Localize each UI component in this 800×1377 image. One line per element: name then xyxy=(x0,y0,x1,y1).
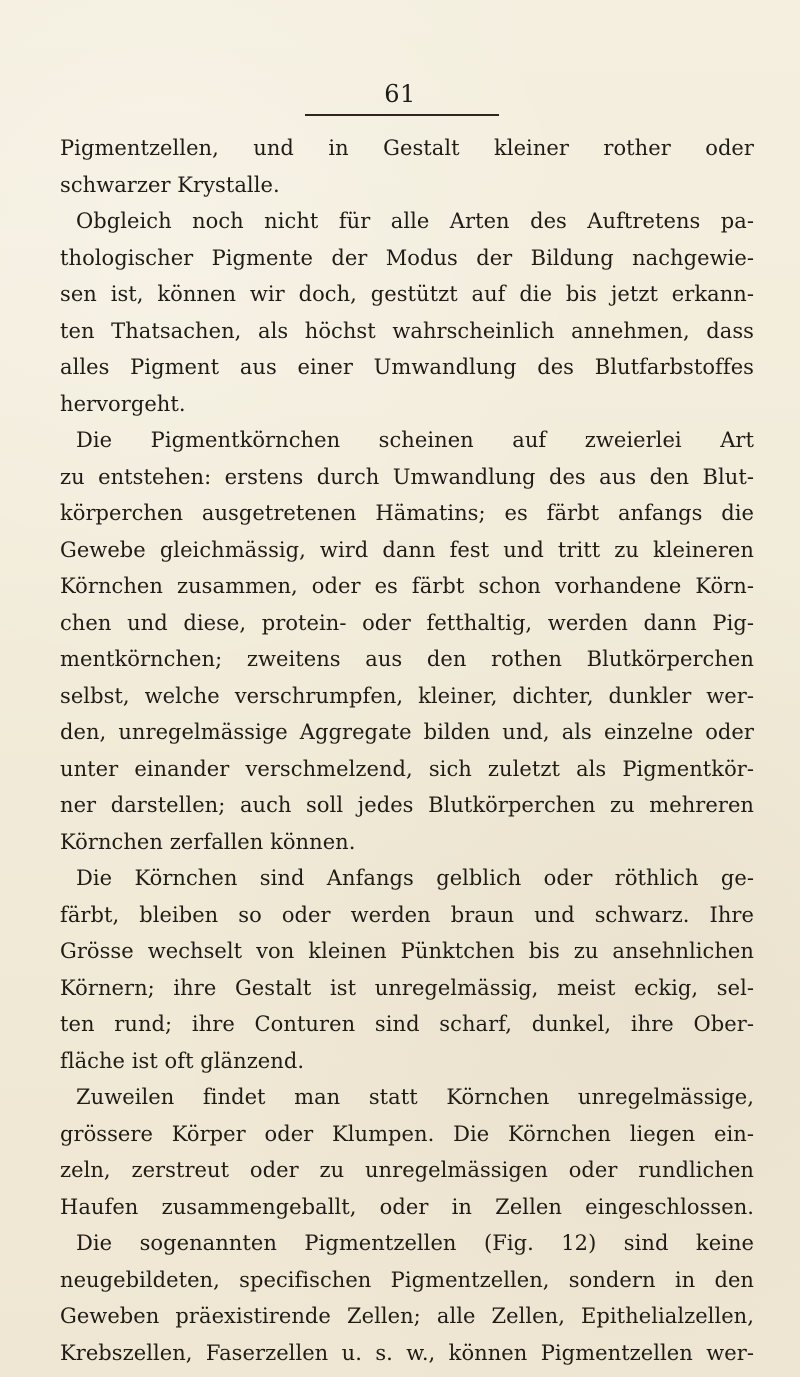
page-number-rule xyxy=(305,114,499,116)
text-line: grössere Körper oder Klumpen. Die Körnchen liegen ein- xyxy=(60,1121,754,1146)
text-line: Die Pigmentkörnchen scheinen auf zweierlei Art xyxy=(76,428,754,452)
text-line: Die Körnchen sind Anfangs gelblich oder röthlich ge- xyxy=(76,866,754,890)
text-line: Grösse wechselt von kleinen Pünktchen bis zu ansehnlichen xyxy=(60,939,754,963)
text-line: Geweben präexistirende Zellen; alle Zellen, Epithelialzellen, xyxy=(60,1304,754,1328)
text-line: ten rund; ihre Conturen sind scharf, dunkel, ihre Ober- xyxy=(60,1012,754,1036)
text-line: Pigmentzellen, und in Gestalt kleiner rother oder xyxy=(60,136,754,160)
text-line: sen ist, können wir doch, gestützt auf die bis jetzt erkann- xyxy=(60,282,754,306)
text-line: ten Thatsachen, als höchst wahrscheinlich annehmen, dass xyxy=(60,318,754,343)
text-line: thologischer Pigmente der Modus der Bildung nachgewie- xyxy=(60,245,754,270)
text-line: selbst, welche verschrumpfen, kleiner, dichter, dunkler wer- xyxy=(60,683,754,708)
text-line: Obgleich noch nicht für alle Arten des Auftretens pa- xyxy=(76,209,754,233)
text-line: Körnchen zusammen, oder es färbt schon vorhandene Körn- xyxy=(60,574,754,598)
text-line: Krebszellen, Faserzellen u. s. w., können Pigmentzellen wer- xyxy=(60,1340,754,1365)
text-line: zu entstehen: erstens durch Umwandlung des aus den Blut- xyxy=(60,464,754,489)
text-line: hervorgeht. xyxy=(60,391,186,416)
text-line: zeln, zerstreut oder zu unregelmässigen oder rundlichen xyxy=(60,1158,754,1182)
text-line: mentkörnchen; zweitens aus den rothen Blutkörperchen xyxy=(60,647,754,671)
text-line: ner darstellen; auch soll jedes Blutkörperchen zu mehreren xyxy=(60,793,754,817)
text-line: den, unregelmässige Aggregate bilden und, als einzelne oder xyxy=(60,720,754,744)
text-line: chen und diese, protein- oder fetthaltig, werden dann Pig- xyxy=(60,610,754,635)
text-line: Körnchen zerfallen können. xyxy=(60,829,356,854)
text-line: Zuweilen findet man statt Körnchen unregelmässige, xyxy=(76,1085,754,1109)
text-line: alles Pigment aus einer Umwandlung des Blutfarbstoffes xyxy=(60,355,754,379)
text-line: neugebildeten, specifischen Pigmentzellen, sondern in den xyxy=(60,1267,754,1292)
text-line: fläche ist oft glänzend. xyxy=(60,1048,305,1073)
text-line: Die sogenannten Pigmentzellen (Fig. 12) sind keine xyxy=(76,1231,754,1255)
text-line: unter einander verschmelzend, sich zuletzt als Pigmentkör- xyxy=(60,756,754,781)
text-line: Körnern; ihre Gestalt ist unregelmässig, meist eckig, sel- xyxy=(60,975,754,1000)
text-line: färbt, bleiben so oder werden braun und schwarz. Ihre xyxy=(60,902,754,927)
body-text xyxy=(60,130,754,1371)
text-line: schwarzer Krystalle. xyxy=(60,172,280,197)
text-line: Haufen zusammengeballt, oder in Zellen eingeschlossen. xyxy=(60,1194,754,1219)
text-line: körperchen ausgetretenen Hämatins; es färbt anfangs die xyxy=(60,501,754,525)
text-line: Gewebe gleichmässig, wird dann fest und tritt zu kleineren xyxy=(60,537,754,562)
page-number: 61 xyxy=(384,80,416,108)
